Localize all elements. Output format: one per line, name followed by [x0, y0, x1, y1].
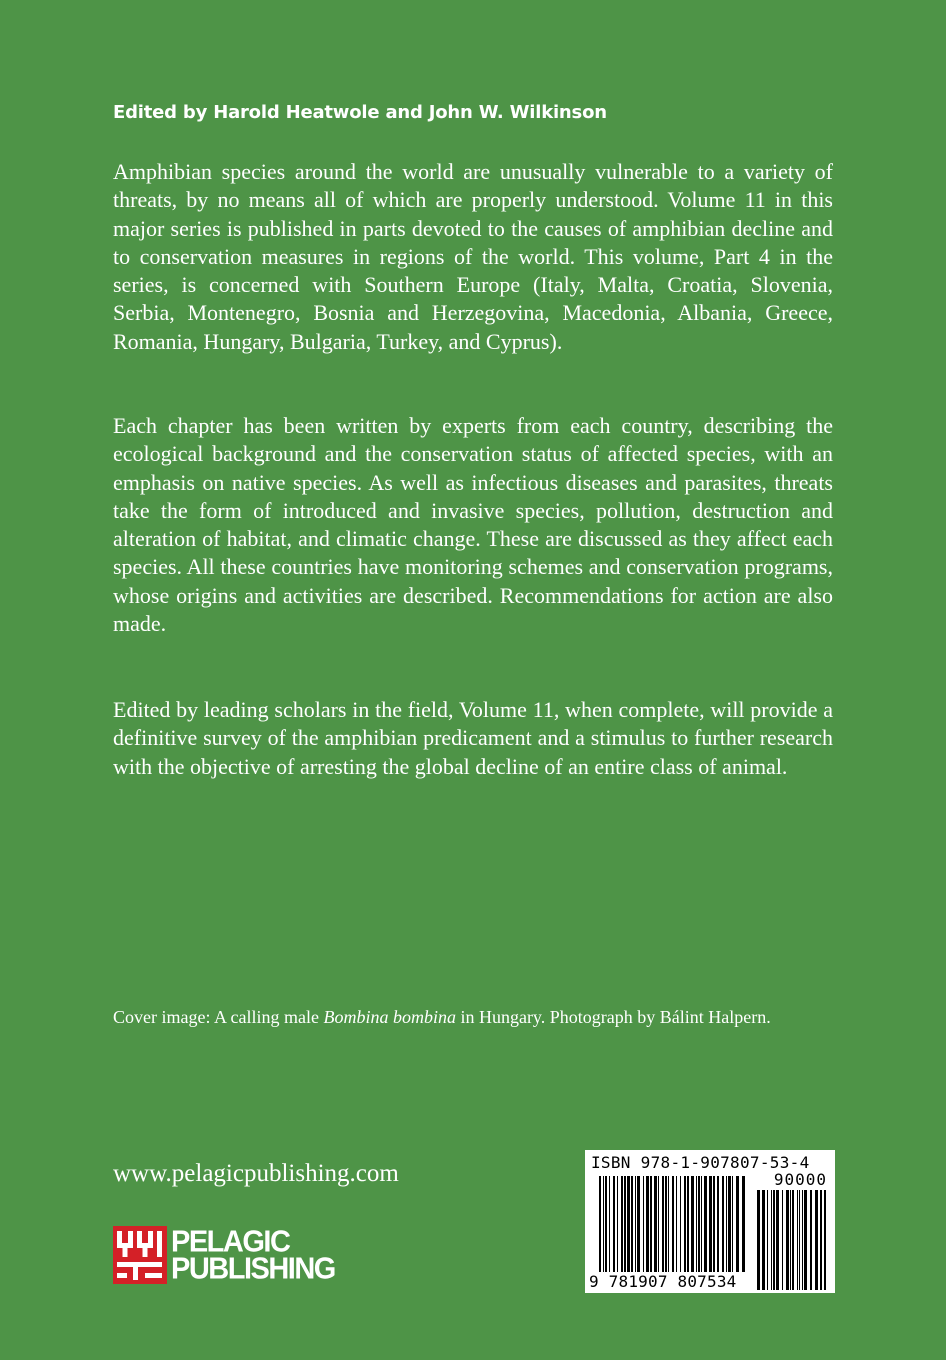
isbn-barcode: [585, 1150, 835, 1293]
caption-suffix: in Hungary. Photograph by Bálint Halpern.: [455, 1007, 771, 1027]
barcode-digits: 9 781907 807534: [589, 1272, 737, 1291]
isbn-label: ISBN 978-1-907807-53-4: [591, 1153, 810, 1172]
pelagic-logo-icon: [113, 1226, 167, 1284]
cover-image-caption: [113, 1005, 833, 1029]
description-paragraph-3: Edited by leading scholars in the field, Volume 11, when complete, will provide a definitive survey of the amphibian predicament and a stimulus to further research with the objective of arresting the global decline of an entire class of animal.: [113, 697, 833, 779]
caption-species: Bombina bombina: [323, 1007, 456, 1027]
pelagic-publishing-logo: [113, 1226, 343, 1286]
description-paragraph-2: Each chapter has been written by experts from each country, describing the ecological background and the conservation status of affected species, with an emphasis on native species. As well as infectious diseases and parasites, threats take the form of introduced and invasive species, pollution, destruction and alteration of habitat, and climatic change. These are discussed as they affect each species. All these countries have monitoring schemes and conservation programs, whose origins and activities are described. Recommendations for action are also made.: [113, 413, 833, 637]
caption-prefix: Cover image: A calling male: [113, 1007, 324, 1027]
logo-word-publishing: PUBLISHING: [171, 1252, 335, 1286]
description-paragraph-1: Amphibian species around the world are unusually vulnerable to a variety of threats, by no means all of which are properly understood. Volume 11 in this major series is published in parts devoted to the causes of amphibian decline and to conservation measures in regions of the world. This volume, Part 4 in the series, is concerned with Southern Europe (Italy, Malta, Croatia, Slovenia, Serbia, Montenegro, Bosnia and Herzegovina, Macedonia, Albania, Greece, Romania, Hungary, Bulgaria, Turkey, and Cyprus).: [113, 159, 833, 354]
price-code: 90000: [773, 1170, 827, 1189]
publisher-website[interactable]: www.pelagicpublishing.com: [113, 1160, 399, 1187]
logo-word-pelagic: PELAGIC: [171, 1225, 290, 1259]
editors-credit: Edited by Harold Heatwole and John W. Wilkinson: [113, 102, 607, 123]
